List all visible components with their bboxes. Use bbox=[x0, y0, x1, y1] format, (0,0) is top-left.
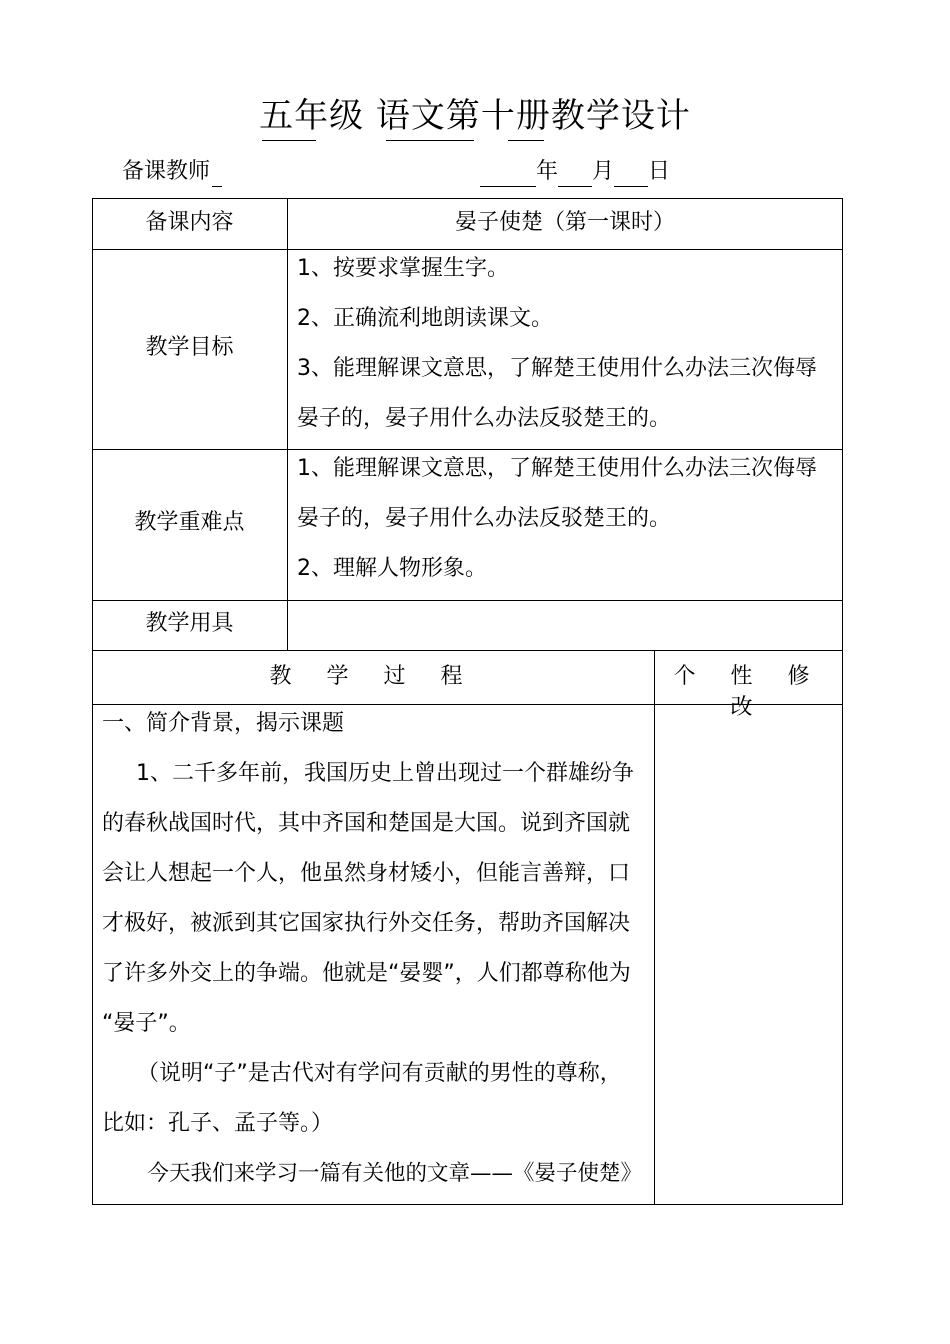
keypoint-item: 晏子的，晏子用什么办法反驳楚王的。 bbox=[297, 506, 672, 531]
title-underline-3 bbox=[508, 140, 544, 141]
process-line: 1、二千多年前，我国历史上曾出现过一个群雄纷争 bbox=[114, 761, 634, 786]
teacher-label: 备课教师 bbox=[122, 159, 211, 184]
process-line: 的春秋战国时代，其中齐国和楚国是大国。说到齐国就 bbox=[102, 811, 631, 836]
teacher-underline bbox=[212, 186, 222, 187]
goals-label: 教学目标 bbox=[145, 335, 234, 360]
title-underline-1 bbox=[262, 140, 316, 141]
goal-item: 3、能理解课文意思，了解楚王使用什么办法三次侮辱 bbox=[297, 356, 817, 381]
process-line: “晏子”。 bbox=[102, 1011, 191, 1036]
process-line: 了许多外交上的争端。他就是“晏婴”，人们都尊称他为 bbox=[102, 961, 631, 986]
year-underline bbox=[480, 186, 536, 187]
table-rule bbox=[92, 1204, 843, 1205]
page-title: 五年级 语文第十册教学设计 bbox=[259, 96, 691, 136]
table-rule bbox=[92, 198, 843, 199]
day-label: 日 bbox=[648, 159, 671, 184]
process-line: 比如：孔子、孟子等。） bbox=[102, 1111, 334, 1136]
process-header: 教 学 过 程 bbox=[269, 664, 477, 689]
keypoint-item: 2、理解人物形象。 bbox=[297, 556, 487, 581]
day-underline bbox=[614, 186, 648, 187]
tools-label: 教学用具 bbox=[145, 611, 234, 636]
month-label: 月 bbox=[592, 159, 615, 184]
process-line: 今天我们来学习一篇有关他的文章——《晏子使楚》 bbox=[126, 1161, 643, 1186]
keypoint-item: 1、能理解课文意思，了解楚王使用什么办法三次侮辱 bbox=[297, 456, 817, 481]
revise-cell bbox=[655, 705, 842, 1204]
goal-item: 晏子的，晏子用什么办法反驳楚王的。 bbox=[297, 406, 672, 431]
goal-item: 1、按要求掌握生字。 bbox=[297, 256, 509, 281]
table-rule bbox=[287, 198, 288, 650]
content-value: 晏子使楚（第一课时） bbox=[454, 210, 675, 235]
process-line: 一、简介背景，揭示课题 bbox=[102, 711, 345, 736]
table-rule bbox=[842, 198, 843, 1205]
title-underline-2 bbox=[386, 140, 474, 141]
process-line: 才极好，被派到其它国家执行外交任务，帮助齐国解决 bbox=[102, 911, 631, 936]
revise-header: 个 性 修 改 bbox=[673, 664, 824, 720]
goal-item: 2、正确流利地朗读课文。 bbox=[297, 306, 553, 331]
month-underline bbox=[558, 186, 592, 187]
process-line: 会让人想起一个人，他虽然身材矮小，但能言善辩，口 bbox=[102, 861, 631, 886]
table-rule bbox=[92, 600, 843, 601]
content-label: 备课内容 bbox=[145, 210, 234, 235]
process-line: （说明“子”是古代对有学问有贡献的男性的尊称， bbox=[126, 1061, 622, 1086]
year-label: 年 bbox=[536, 159, 559, 184]
table-rule bbox=[92, 650, 843, 651]
keypoints-label: 教学重难点 bbox=[134, 510, 245, 535]
